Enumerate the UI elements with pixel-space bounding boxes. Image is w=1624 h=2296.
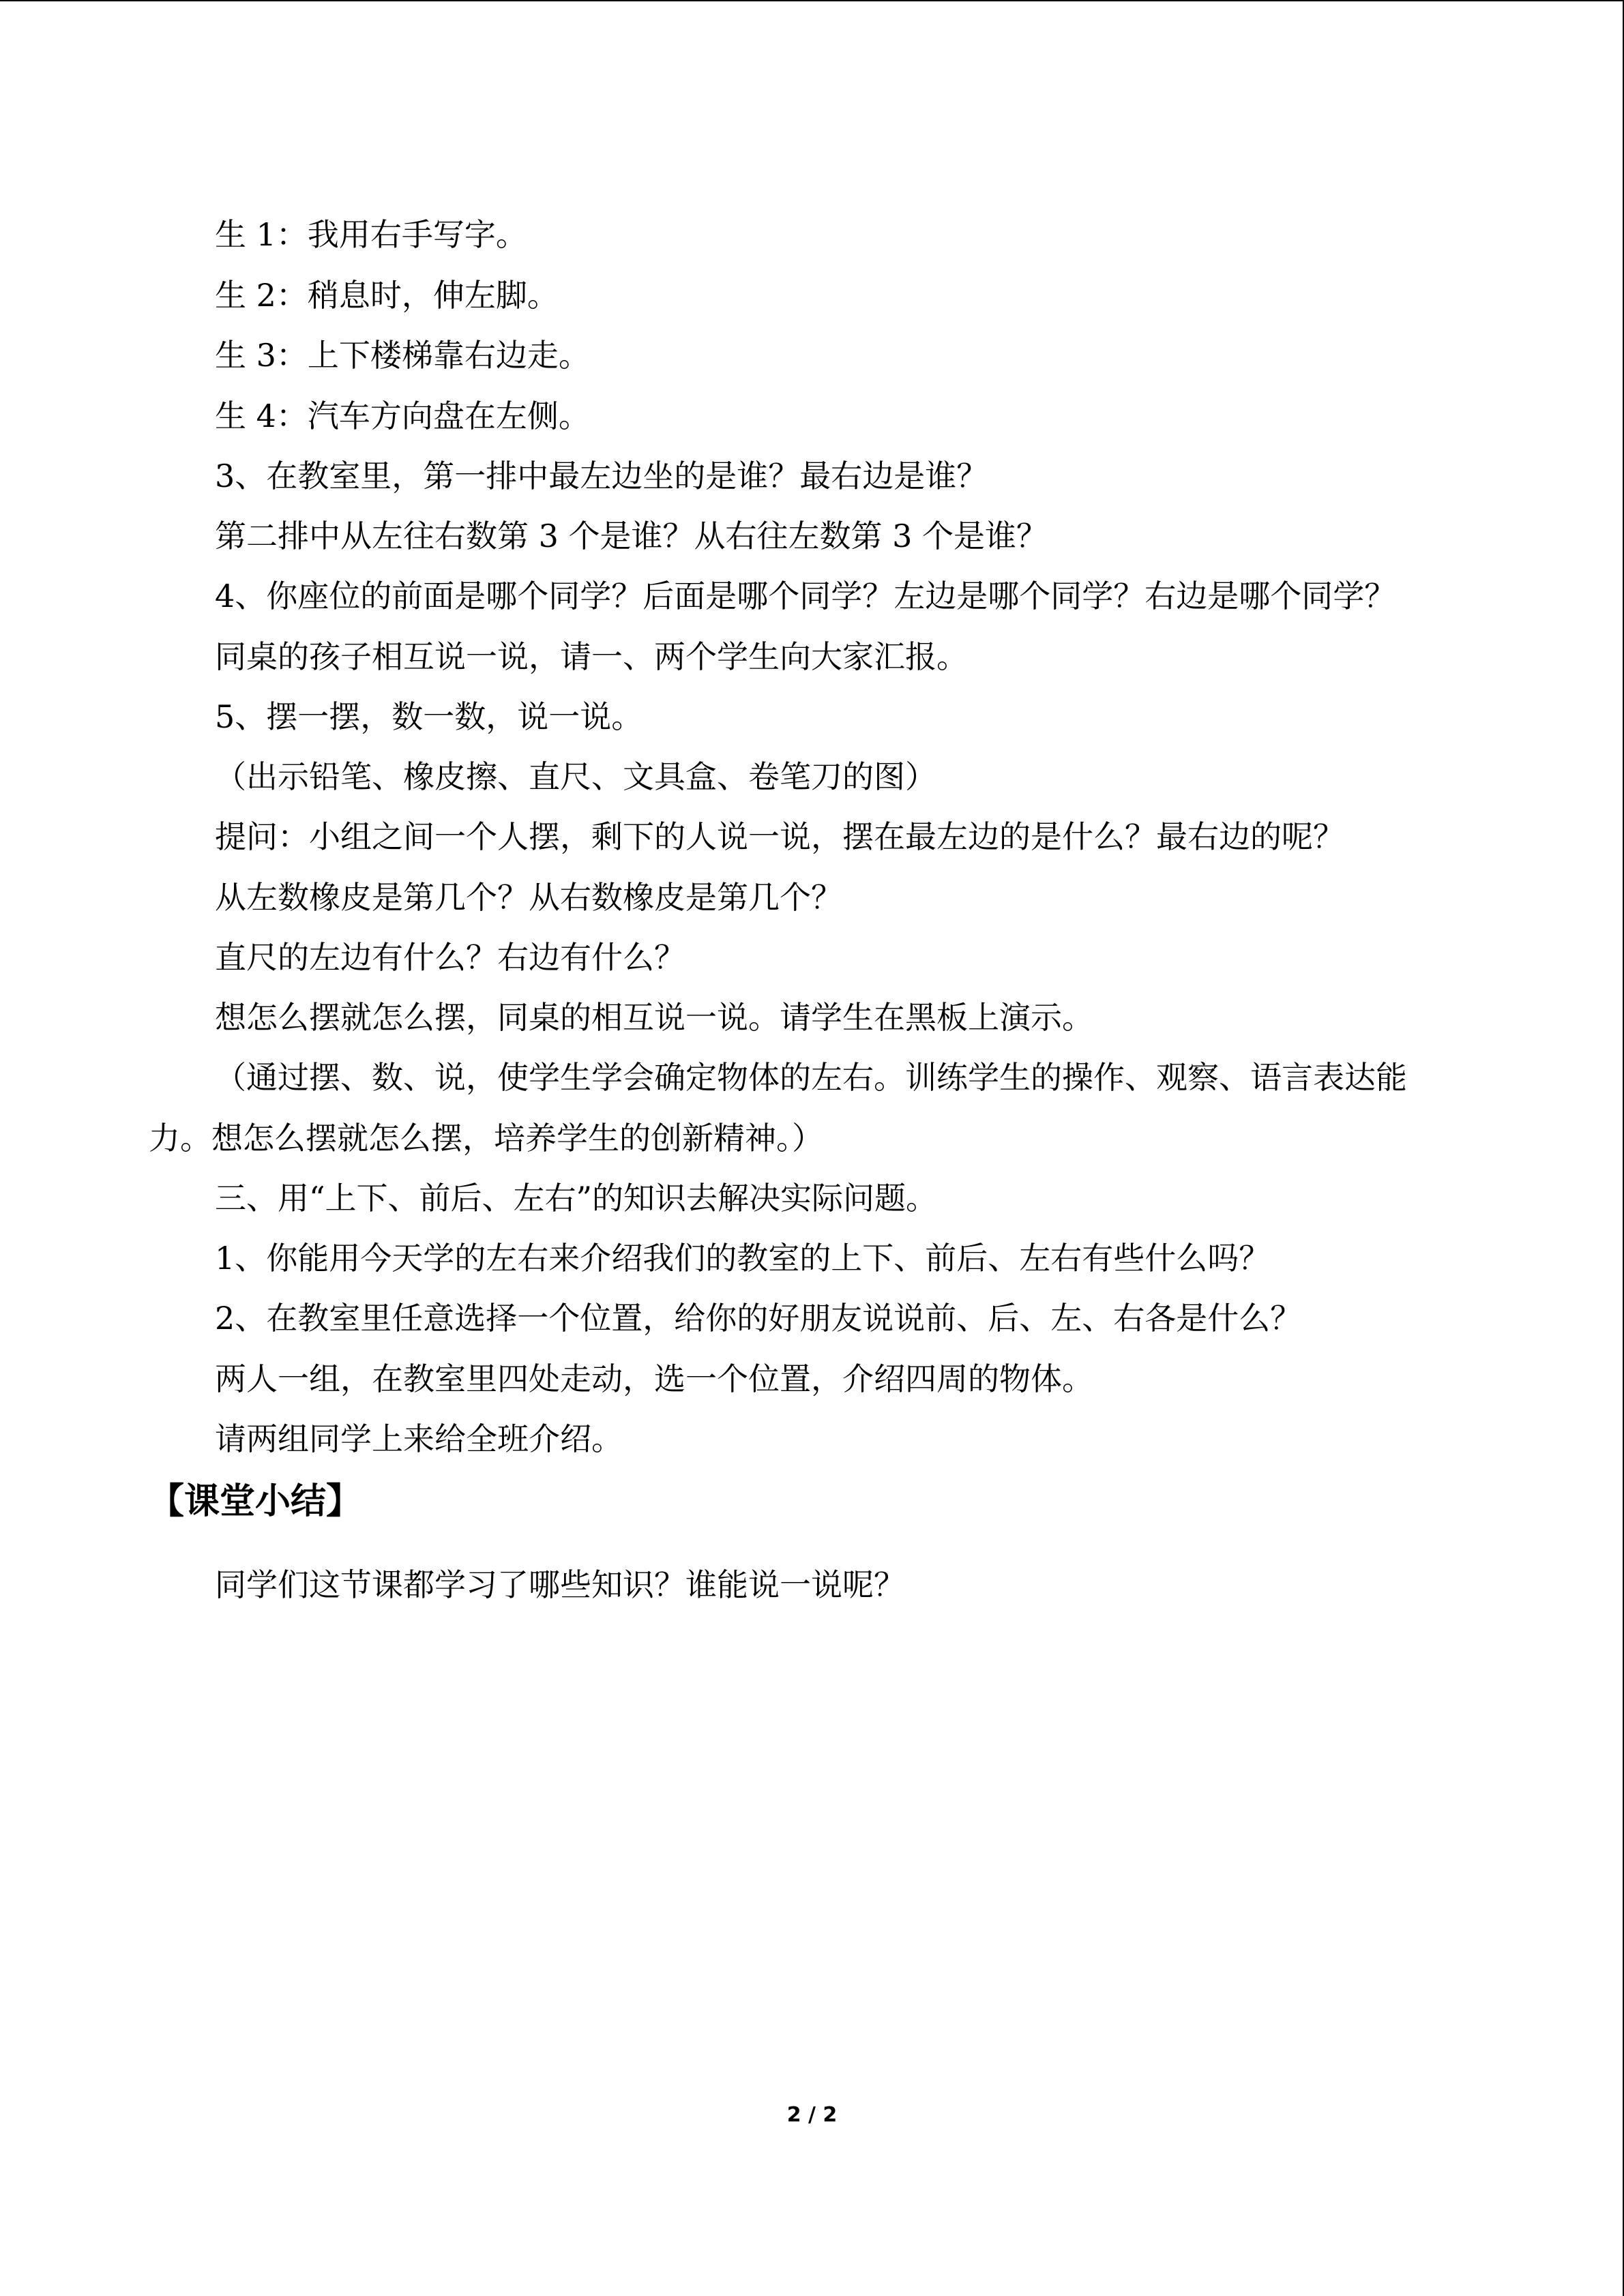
section-heading: 【课堂小结】: [149, 1481, 362, 1522]
paragraph-student-2: 生 2：稍息时，伸左脚。: [215, 277, 559, 314]
paragraph-student-4: 生 4：汽车方向盘在左侧。: [215, 398, 590, 434]
paragraph-question-3-second-row: 第二排中从左往右数第 3 个是谁？从右往左数第 3 个是谁？: [215, 518, 1048, 554]
paragraph-group-present: 请两组同学上来给全班介绍。: [215, 1420, 623, 1457]
summary-paragraph: 同学们这节课都学习了哪些知识？谁能说一说呢？: [215, 1566, 905, 1603]
paragraph-part-3-item-2: 2、在教室里任意选择一个位置，给你的好朋友说说前、后、左、右各是什么？: [215, 1300, 1302, 1337]
paragraph-ruler: 直尺的左边有什么？右边有什么？: [215, 939, 685, 976]
paragraph-part-3: 三、用“上下、前后、左右”的知识去解决实际问题。: [215, 1180, 938, 1217]
paragraph-show-picture: （出示铅笔、橡皮擦、直尺、文具盒、卷笔刀的图）: [215, 758, 936, 795]
paragraph-question-4: 4、你座位的前面是哪个同学？后面是哪个同学？左边是哪个同学？右边是哪个同学？: [215, 578, 1396, 614]
paragraph-note-line-2: 力。想怎么摆就怎么摆，培养学生的创新精神。）: [149, 1120, 823, 1157]
page-top-border: [0, 0, 1624, 1]
paragraph-question-5: 5、摆一摆，数一数，说一说。: [215, 698, 643, 735]
paragraph-question-3: 3、在教室里，第一排中最左边坐的是谁？最右边是谁？: [215, 458, 988, 494]
paragraph-part-3-item-1: 1、你能用今天学的左右来介绍我们的教室的上下、前后、左右有些什么吗？: [215, 1240, 1271, 1277]
paragraph-deskmate-report: 同桌的孩子相互说一说，请一、两个学生向大家汇报。: [215, 638, 968, 675]
paragraph-student-1: 生 1：我用右手写字。: [215, 216, 527, 253]
paragraph-eraser-count: 从左数橡皮是第几个？从右数橡皮是第几个？: [215, 879, 842, 916]
paragraph-prompt: 提问：小组之间一个人摆，剩下的人说一说，摆在最左边的是什么？最右边的呢？: [215, 818, 1344, 855]
paragraph-student-3: 生 3：上下楼梯靠右边走。: [215, 337, 590, 374]
paragraph-arrange: 想怎么摆就怎么摆，同桌的相互说一说。请学生在黑板上演示。: [215, 999, 1093, 1036]
paragraph-pair-activity: 两人一组，在教室里四处走动，选一个位置，介绍四周的物体。: [215, 1360, 1093, 1397]
page-number: 2 / 2: [786, 2103, 838, 2127]
paragraph-note-line-1: （通过摆、数、说，使学生学会确定物体的左右。训练学生的操作、观察、语言表达能: [215, 1059, 1407, 1096]
